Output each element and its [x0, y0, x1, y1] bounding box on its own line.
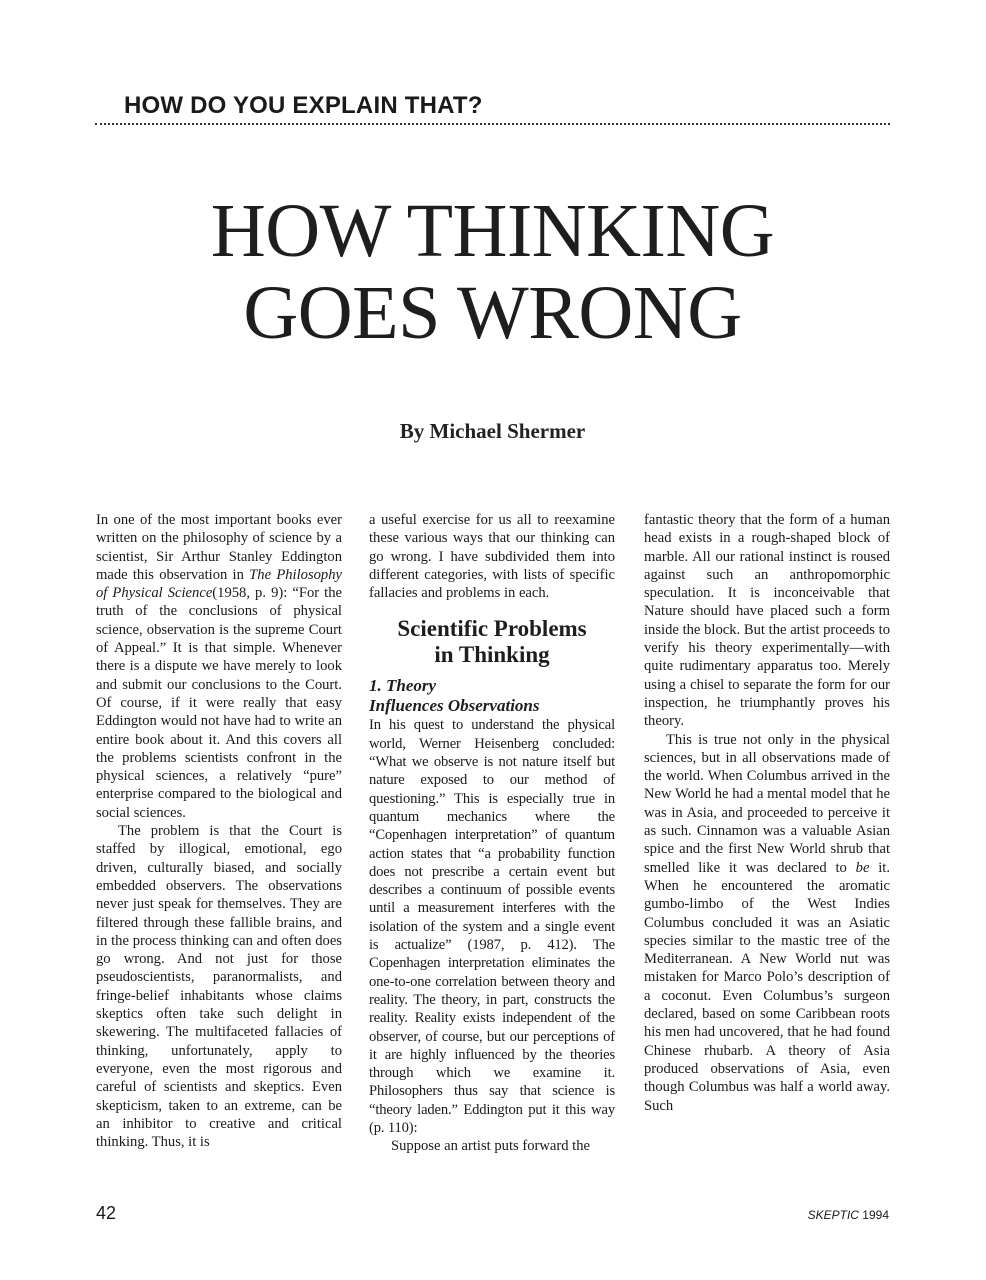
- section-heading: HOW DO YOU EXPLAIN THAT?: [124, 92, 483, 119]
- block-quote: fantastic theory that the form of a human head exists in a rough-shaped block of marble. All our rational instinct is roused against such an anthropomorphic speculation. It is inconceivable that Nature should have placed such a form inside the block. But the artist proceeds to verify his theory experimentally—with quite rudimentary apparatus too. Merely using a chisel to separate the form for our inspection, he triumphantly proves his theory.: [644, 512, 890, 730]
- paragraph: The problem is that the Court is staffed by illogical, emotional, ego driven, culturally biased, and socially embedded observers. The observations never just speak for themselves. They are filtered through these fallible brains, and in the process thinking can and often does go wrong. And not just for those pseudoscientists, paranormalists, and fringe-belief inhabitants whose claims skeptics often take such delight in skewering. The multifaceted fallacies of thinking, unfortunately, apply to everyone, even the most rigorous and careful of scientists and skeptics. Even skepticism, taken to an extreme, can be an inhibitor to creative and critical thinking. Thus, it is: [96, 823, 342, 1151]
- magazine-name: SKEPTIC: [807, 1208, 859, 1222]
- title-line-1: HOW THINKING: [210, 189, 775, 273]
- block-quote-start: Suppose an artist puts forward the: [391, 1138, 591, 1155]
- subheading-line-1: 1. Theory: [369, 676, 437, 696]
- article-title: [95, 190, 890, 354]
- body-column-2: [369, 511, 615, 1156]
- paragraph: In his quest to understand the physical world, Werner Heisenberg concluded: “What we observe is not nature itself but nature exposed to our method of questioning.” This is especially true in quantum mechanics where the “Copenhagen interpretation” of quantum action states that “a probability function does not prescribe a certain event but describes a continuum of possible events until a measurement interferes with the isolation of the system and a single event is actualize” (1987, p. 412). The Copenhagen interpretation eliminates the one-to-one correlation between theory and reality. The theory, in part, constructs the reality. Reality exists independent of the observer, of course, but our perceptions of it are highly influenced by the theories through which we examine it. Philosophers thus say that science is “theory laden.” Eddington put it this way (p. 110):: [369, 717, 615, 1137]
- running-footer: [808, 1208, 889, 1222]
- paragraph: a useful exercise for us all to reexamine these various ways that our thinking can go wrong. I have subdivided them into different categories, with lists of specific fallacies and problems in each.: [369, 512, 615, 602]
- body-column-1: [96, 511, 342, 1151]
- text-run: (1958, p. 9): “For the truth of the conclusions of physical science, observation is the supreme Court of Appeal.” It is that simple. Whenever there is a dispute we have merely to look and submit our conclusions to the Court. Of course, if it were really that easy Eddington would not have had to write an entire book about it. And this covers all the problems scientists confront in the physical sciences, a relatively “pure” enterprise compared to the biological and social sciences.: [96, 585, 342, 821]
- paragraph: [96, 511, 342, 822]
- body-column-3: [644, 511, 890, 1115]
- text-run: it. When he encountered the aromatic gumbo-limbo of the West Indies Columbus concluded it was an Asiatic species similar to the mastic tree of the Mediterranean. A New World nut was mistaken for Marco Polo’s description of a coconut. Even Columbus’s surgeon declared, based on some Caribbean roots his men had uncovered, that he had found Chinese rhubarb. A theory of Asia produced observations of Asia, even though Columbus was half a world away. Such: [644, 859, 890, 1114]
- title-line-2: GOES WRONG: [243, 271, 742, 355]
- subheading-line-2: in Thinking: [434, 642, 550, 668]
- numbered-subheading: [369, 676, 615, 716]
- book-title: The Philosophy of Physical Science: [96, 566, 342, 602]
- subheading: [369, 616, 615, 668]
- issue-year: 1994: [862, 1208, 889, 1222]
- byline: By Michael Shermer: [399, 419, 586, 443]
- subheading-line-2: Influences Observations: [369, 696, 540, 716]
- subheading-line-1: Scientific Problems: [397, 616, 587, 642]
- dotted-divider: [95, 123, 890, 125]
- emphasis: be: [855, 859, 870, 876]
- text-run: In one of the most important books ever written on the philosophy of science by a scientist, Sir Arthur Stanley Eddington made this observation in: [96, 512, 342, 583]
- page-number: 42: [96, 1203, 117, 1223]
- text-run: This is true not only in the physical sciences, but in all observations made of the world. When Columbus arrived in the New World he had a mental model that he was in Asia, and proceeded to perceive it as such. Cinnamon was a valuable Asian spice and the first New World shrub that smelled like it was declared to: [644, 731, 890, 876]
- paragraph: [644, 731, 890, 1115]
